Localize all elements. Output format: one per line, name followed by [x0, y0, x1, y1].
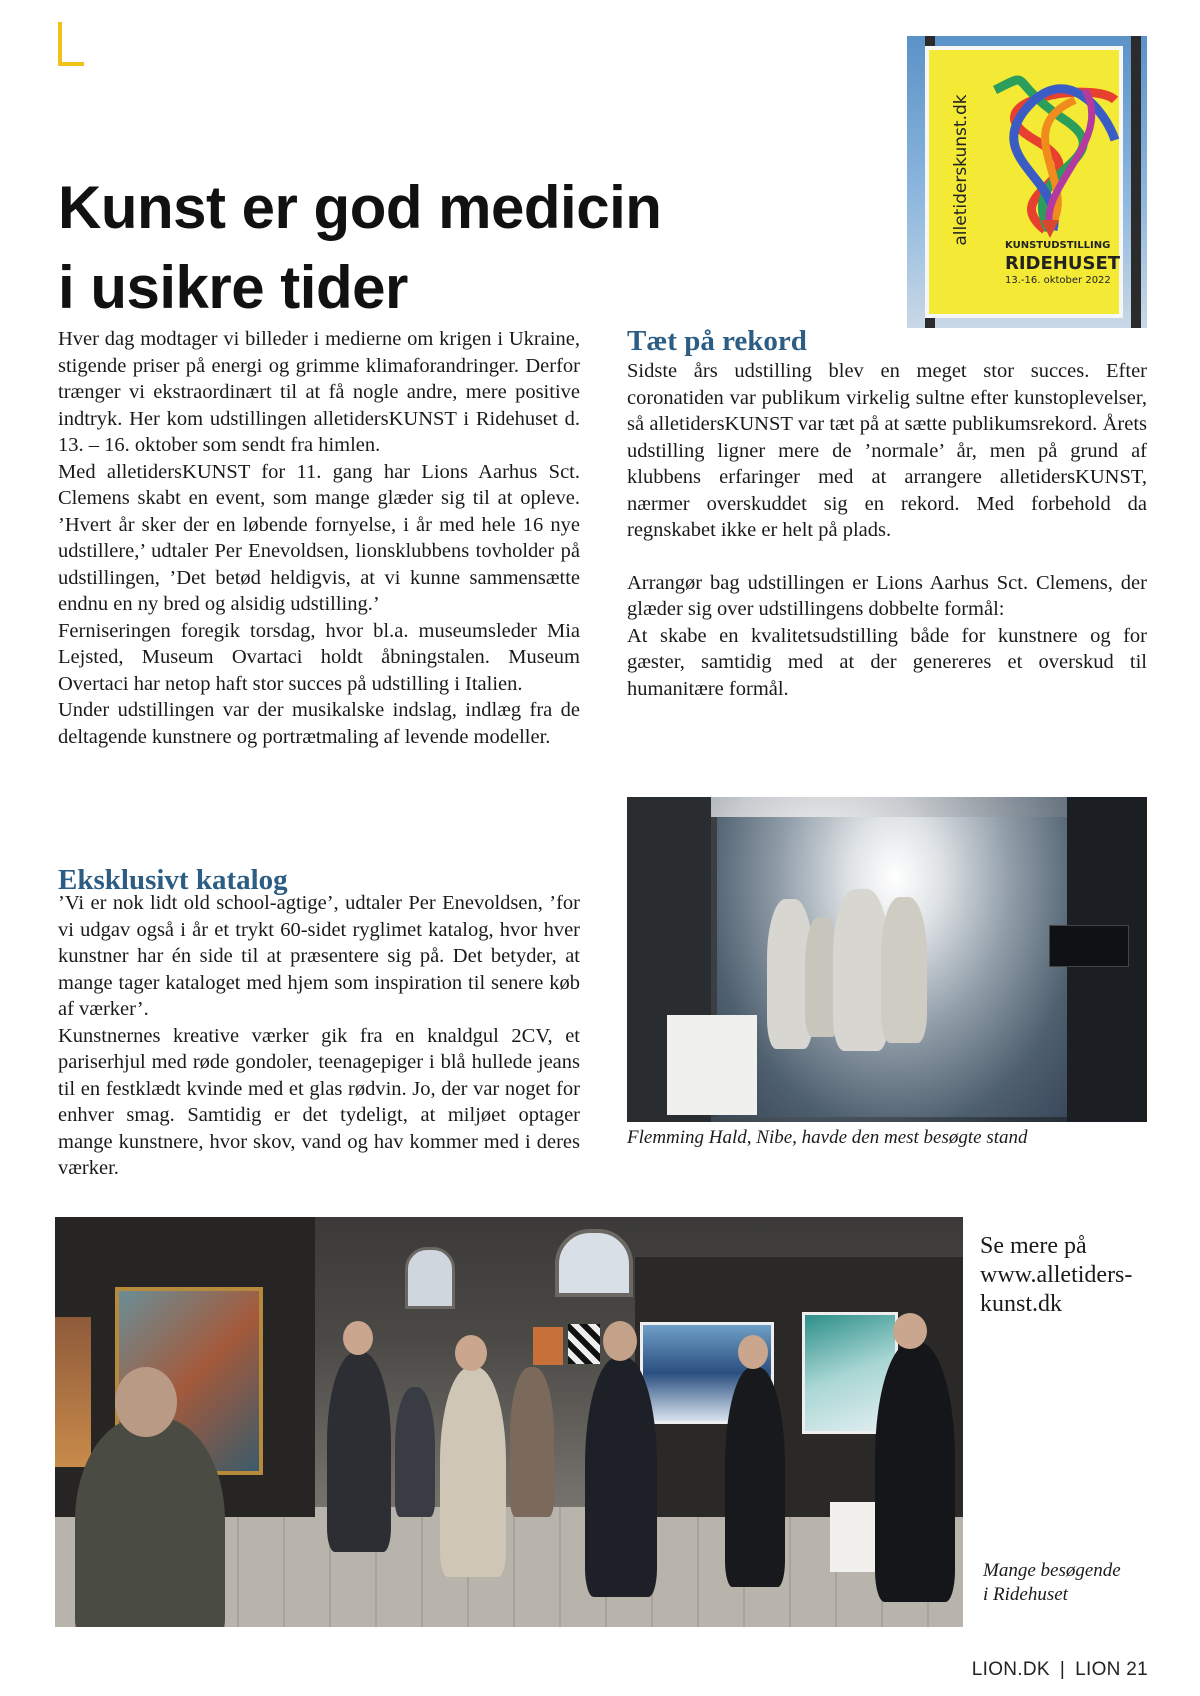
catalog-heading: Eksklusivt katalog [58, 864, 288, 896]
record-column [627, 358, 1147, 702]
visitor [75, 1417, 225, 1627]
sculpture-caption: Flemming Hald, Nibe, havde den mest besøgte stand [627, 1127, 1028, 1148]
visitor [395, 1387, 435, 1517]
footer-page-number: LION 21 [1075, 1659, 1148, 1680]
hall-caption [983, 1559, 1121, 1607]
footer-separator: | [1059, 1659, 1066, 1680]
painting [533, 1327, 563, 1365]
headline-line-2: i usikre tider [58, 254, 408, 321]
poster-kunst-label: KUNSTUDSTILLING [1005, 240, 1111, 251]
visitor [440, 1367, 506, 1577]
visitor [725, 1367, 785, 1587]
visitor-head [603, 1321, 637, 1361]
corner-mark [58, 22, 84, 66]
poster-vertical-text: alletiderskunst.dk [951, 94, 971, 246]
hall-caption-line: Mange besøgende [983, 1560, 1121, 1581]
catalog-paragraph: ’Vi er nok lidt old school-agtige’, udtaler Per Enevoldsen, ’for vi udgav også i år et trykt 60-sidet ryglimet katalog, hvor hver kunstner har én side til at præsentere sig på. Det betyder, at mange tager kataloget med hjem som inspiration til senere køb af værker’. [58, 892, 580, 1020]
intro-paragraph: Med alletidersKUNST for 11. gang har Lions Aarhus Sct. Clemens skabt en event, som mange glæder sig til at opleve. ’Hvert år sker der en løbende fornyelse, i år med hele 16 nye udstillere,’ udtaler Per Enevoldsen, lionsklubbens tovholder på udstillingen, ’Det betød heldigvis, at vi kunne sammensætte endnu en ny bred og alsidig udstilling.’ [58, 460, 580, 615]
artist-sign [1049, 925, 1129, 967]
intro-paragraph: Ferniseringen foregik torsdag, hvor bl.a. museumsleder Mia Lejsted, Museum Ovartaci holdt åbningstalen. Museum Overtaci har netop haft stor succes på udstilling i Italien. [58, 619, 580, 695]
poster-venue: RIDEHUSET [1005, 253, 1121, 274]
footer-site: LION.DK [971, 1659, 1050, 1680]
hall-caption-line: i Ridehuset [983, 1584, 1068, 1605]
visitor [585, 1357, 657, 1597]
catalog-column [58, 890, 580, 1182]
visitor-head [343, 1321, 373, 1355]
poster-ribbon-art [975, 70, 1125, 240]
record-paragraph: Sidste års udstilling blev en meget stor succes. Efter coronatiden var publikum virkelig sultne efter kunstoplevelser, så alletidersKUNST var tæt på at sætte publikumsrekord. Årets udstilling ligner mere de ’normale’ år, men på grund af klubbens erfaringer med at arrangere alletidersKUNST, nærmer overskuddet sig en rekord. Med forbehold da regnskabet ikke er helt på plads. [627, 360, 1147, 541]
poster-photo [907, 36, 1147, 328]
visitor [510, 1367, 554, 1517]
record-heading: Tæt på rekord [627, 325, 807, 357]
record-paragraph: At skabe en kvalitetsudstilling både for kunstnere og for gæster, samtidig med at der genereres et overskud til humanitære formål. [627, 624, 1147, 700]
see-more-line: kunst.dk [980, 1291, 1063, 1317]
hall-window [555, 1229, 633, 1297]
poster-pole-right [1131, 36, 1141, 328]
headline-line-1: Kunst er god medicin [58, 174, 662, 241]
painting [568, 1324, 600, 1364]
visitor-head [893, 1313, 927, 1349]
article-headline [58, 168, 738, 328]
record-paragraph: Arrangør bag udstillingen er Lions Aarhus Sct. Clemens, der glæder sig over udstillingens dobbelte formål: [627, 571, 1147, 620]
sculpture-figure [881, 897, 927, 1043]
poster-dates: 13.-16. oktober 2022 [1005, 275, 1111, 286]
visitor-head [455, 1335, 487, 1371]
poster-board [925, 46, 1123, 318]
painting [55, 1317, 91, 1467]
sculpture-photo [627, 797, 1147, 1122]
intro-paragraph: Hver dag modtager vi billeder i medierne om krigen i Ukraine, stigende priser på energi og grimme klimaforandringer. Derfor trænger vi ekstraordinært til at få nogle andre, mere positive indtryk. Her kom udstillingen alletidersKUNST i Ridehuset d. 13. – 16. oktober som sendt fra himlen. [58, 328, 580, 456]
catalog-paragraph: Kunstnernes kreative værker gik fra en knaldgul 2CV, et pariserhjul med røde gondoler, teenagepiger i blå hullede jeans til en festklædt kvinde med et glas rødvin. Jo, der var noget for enhver smag. Samtidig er det tydeligt, at miljøet optager mange kunstnere, hvor skov, vand og hav kommer med i deres værker. [58, 1024, 580, 1179]
hall-window [405, 1247, 455, 1309]
see-more-link [980, 1232, 1132, 1319]
visitor [327, 1352, 391, 1552]
display-table [667, 1015, 757, 1115]
visitor [875, 1342, 955, 1602]
intro-column [58, 326, 580, 750]
intro-paragraph: Under udstillingen var der musikalske indslag, indlæg fra de deltagende kunstnere og portrætmaling af levende modeller. [58, 699, 580, 748]
visitor-head [738, 1335, 768, 1369]
hall-photo [55, 1217, 963, 1627]
page-footer [972, 1659, 1148, 1681]
visitor-head [115, 1367, 177, 1437]
see-more-line: www.alletiders- [980, 1262, 1133, 1288]
see-more-line: Se mere på [980, 1233, 1087, 1259]
